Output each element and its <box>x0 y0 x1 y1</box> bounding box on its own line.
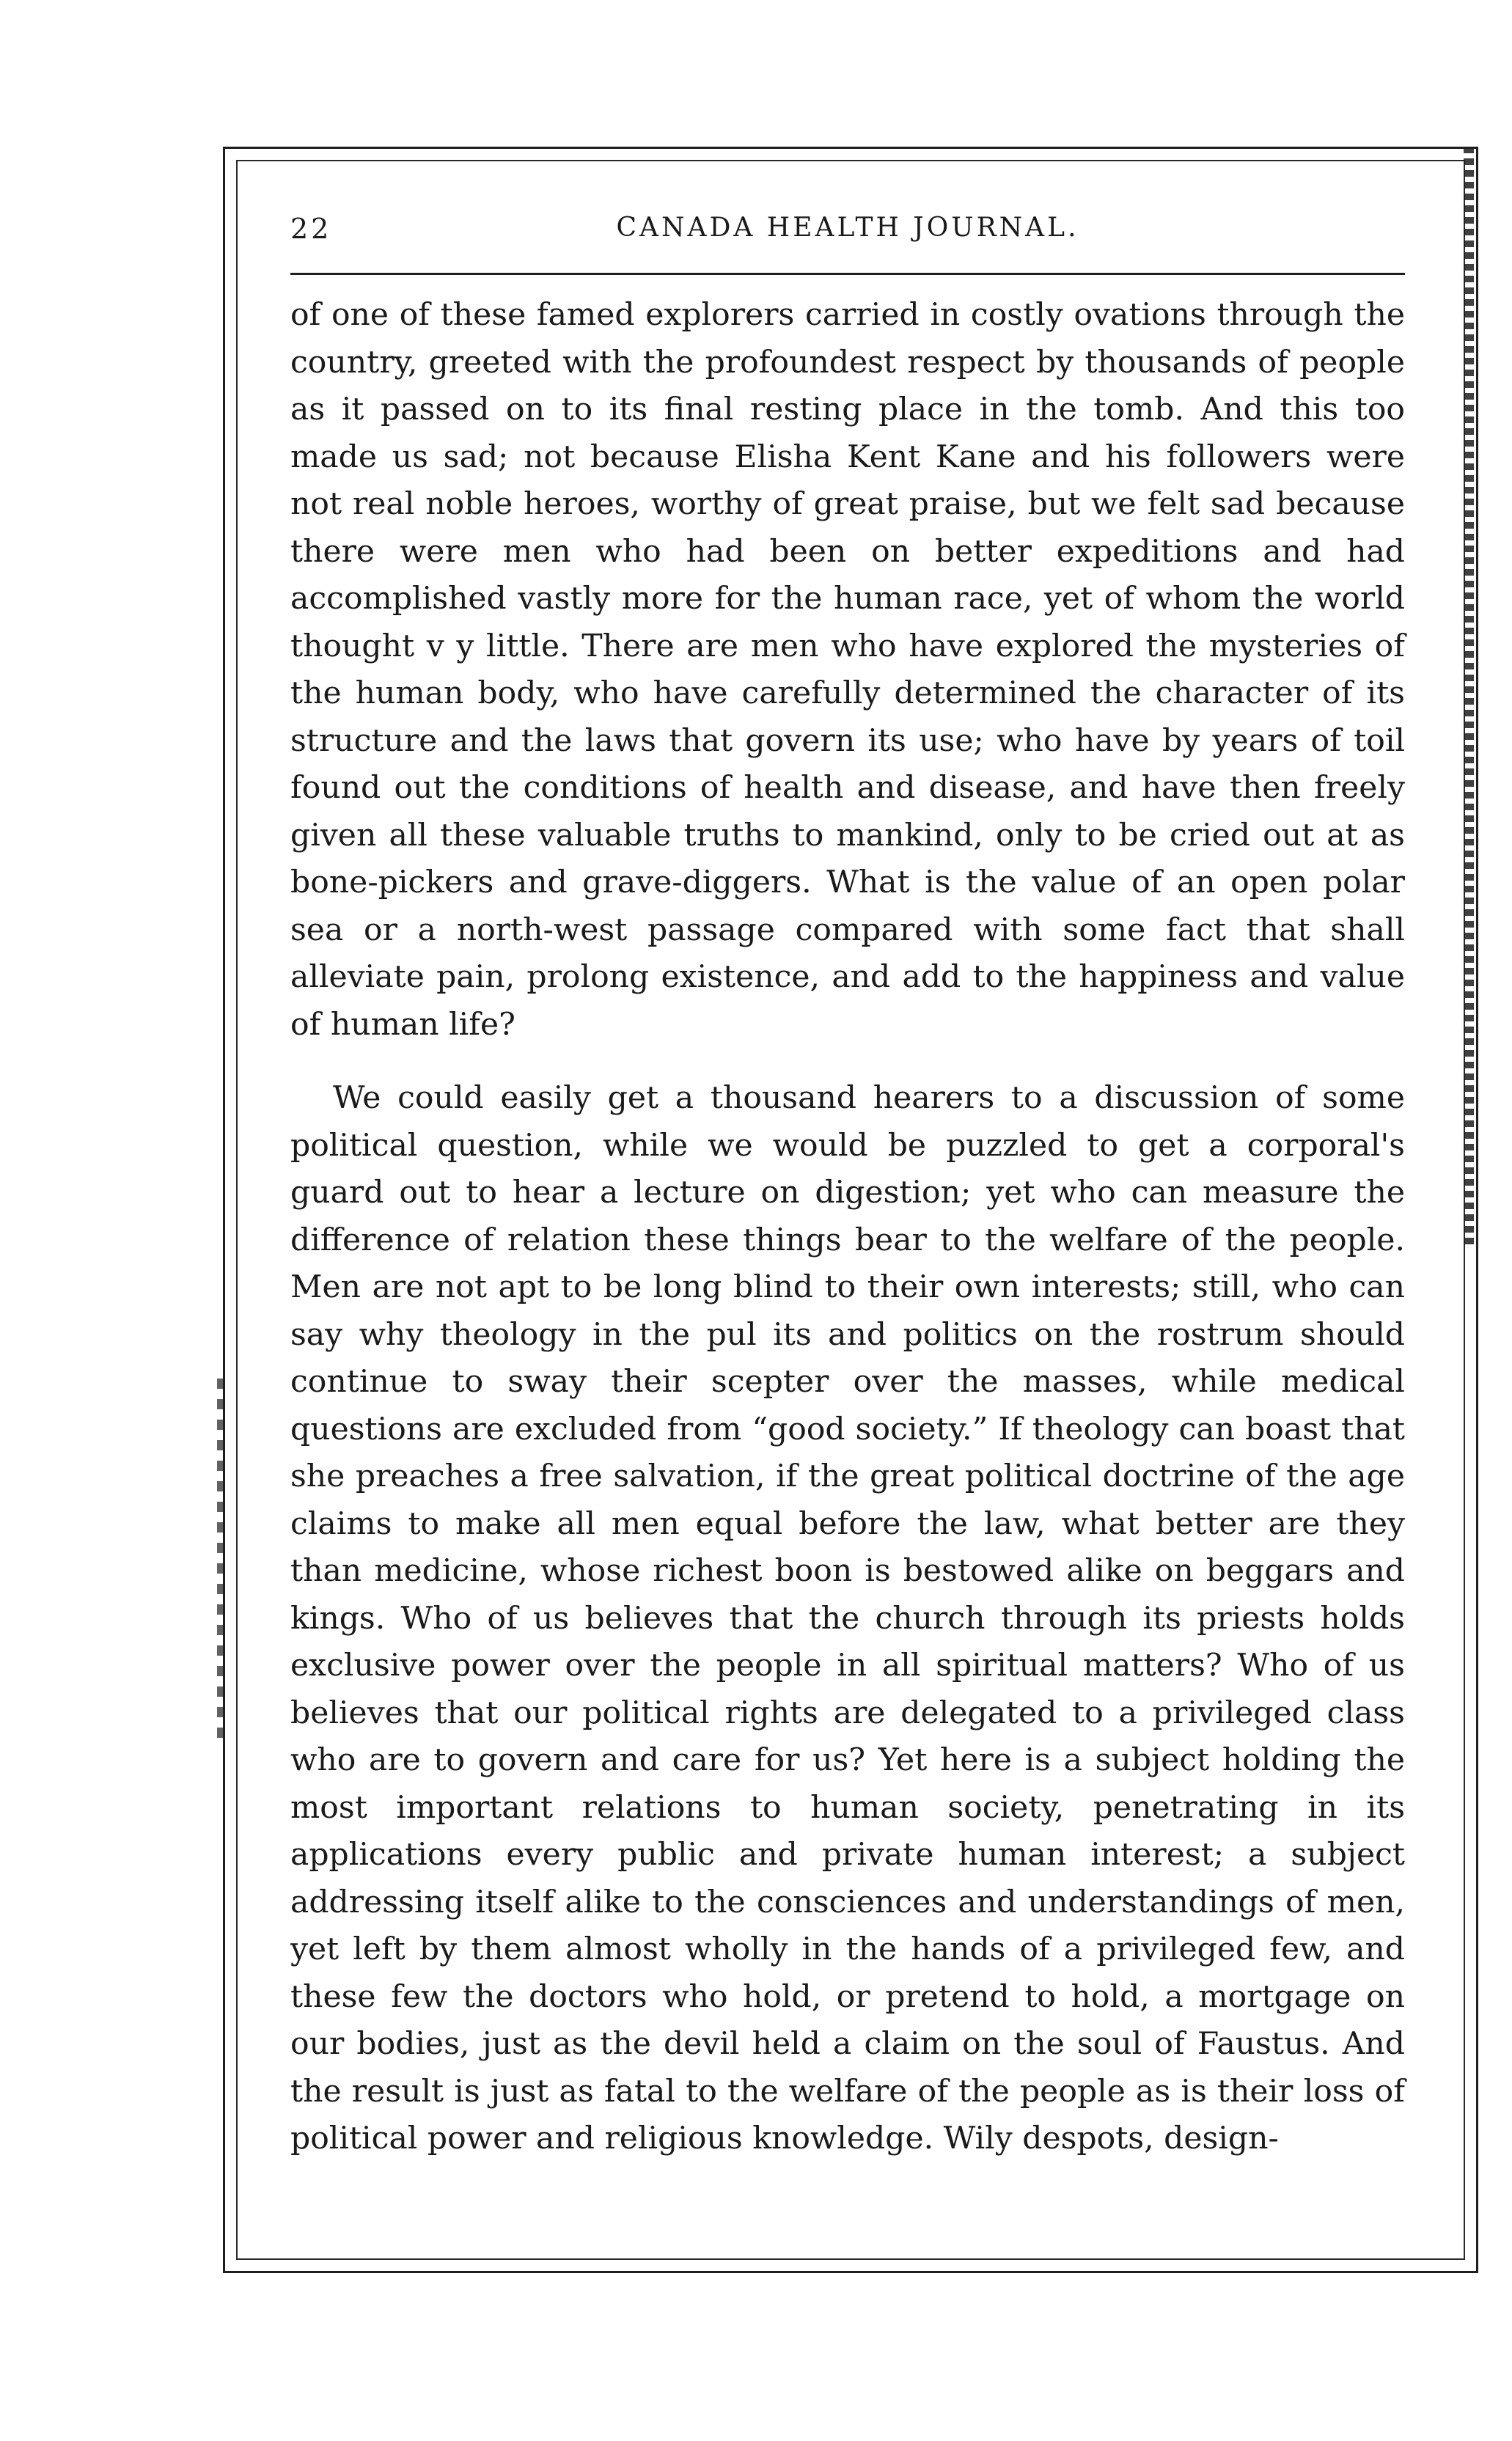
running-head: CANADA HEALTH JOURNAL. <box>616 213 1079 243</box>
border-ornament-left <box>217 1379 224 1745</box>
paragraph: We could easily get a thousand hearers to a discussion of some political question, while we would be puzzled to get a corporal's guard out to hear a lecture on digestion; yet who can measure the difference of relation these things bear to the welfare of the people. Men are not apt to be long blind to their own interests; still, who can say why theology in the pul its and politics on the rostrum should continue to sway their scepter over the masses, while medical questions are excluded from “good society.” If theology can boast that she preaches a free salvation, if the great political doctrine of the age claims to make all men equal before the law, what better are they than medicine, whose richest boon is bestowed alike on beggars and kings. Who of us believes that the church through its priests holds exclusive power over the people in all spiritual matters? Who of us believes that our political rights are delegated to a privileged class who are to govern and care for us? Yet here is a subject holding the most important relations to human society, penetrating in its applications every public and private human interest; a subject addressing itself alike to the consciences and understandings of men, yet left by them almost wholly in the hands of a privileged few, and these few the doctors who hold, or pretend to hold, a mortgage on our bodies, just as the devil held a claim on the soul of Faustus. And the result is just as fatal to the welfare of the people as is their loss of political power and religious knowledge. Wily despots, design- <box>290 1080 1405 2156</box>
paragraph-continued: of one of these famed explorers carried in costly ovations through the country, greeted with the profoundest respect by thousands of people as it passed on to its final resting place in the tomb. And this too made us sad; not because Elisha Kent Kane and his followers were not real noble heroes, worthy of great praise, but we felt sad because there were men who had been on better expeditions and had accomplished vastly more for the human race, yet of whom the world thought v y little. There are men who have explored the mysteries of the human body, who have carefully determined the character of its structure and the laws that govern its use; who have by years of toil found out the conditions of health and disease, and have then freely given all these valuable truths to mankind, only to be cried out at as bone-pickers and grave-diggers. What is the value of an open polar sea or a north-west passage compared with some fact that shall alleviate pain, prolong existence, and add to the happiness and value of human life? <box>290 297 1405 1043</box>
page-number: 22 <box>290 213 332 245</box>
page-header <box>290 213 1405 264</box>
border-ornament-right <box>1464 147 1474 1247</box>
header-rule <box>290 273 1405 275</box>
body-text <box>290 292 1405 2163</box>
